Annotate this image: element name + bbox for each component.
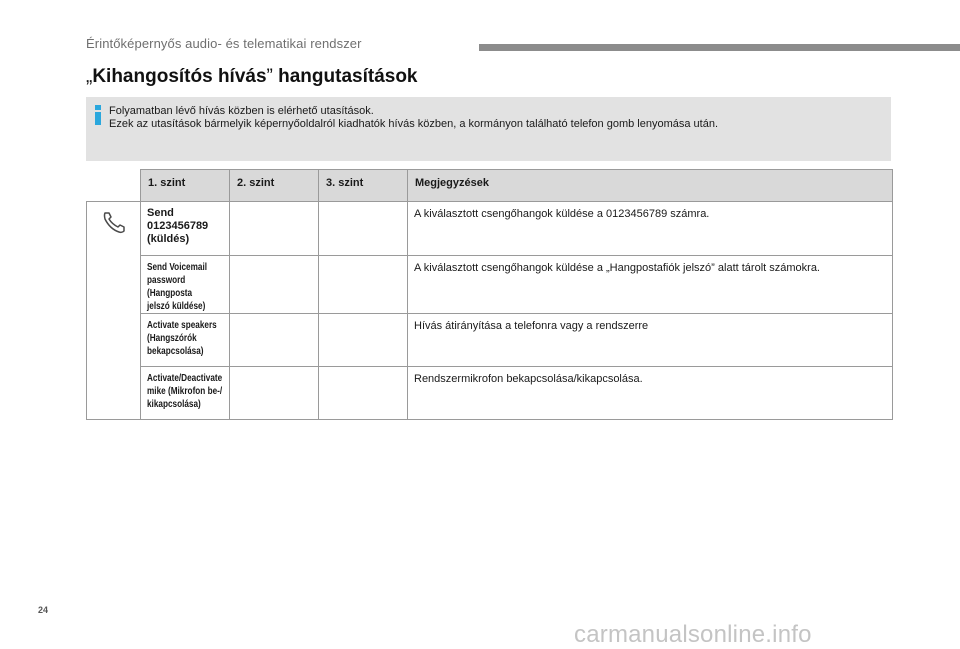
- running-header: Érintőképernyős audio- és telematikai rendszer: [86, 36, 362, 51]
- title-open-quote: „: [86, 66, 93, 87]
- note-cell: [408, 314, 893, 367]
- note-text: A kiválasztott csengőhangok küldése a 0123456789 számra.: [414, 208, 710, 220]
- header-level-1: 1. szint: [141, 170, 230, 202]
- table-row: [87, 256, 893, 314]
- info-text: [109, 105, 881, 131]
- note-text: Hívás átirányítása a telefonra vagy a rendszerre: [414, 320, 649, 332]
- level1-cell: [141, 314, 230, 367]
- note-cell: [408, 367, 893, 420]
- info-line-1: Folyamatban lévő hívás közben is elérhető utasítások.: [109, 105, 374, 117]
- level3-cell: [319, 314, 408, 367]
- page-number: 24: [38, 605, 49, 615]
- table-row: [87, 367, 893, 420]
- info-box: [86, 97, 891, 161]
- level1-text: Send 0123456789 (küldés): [147, 207, 209, 245]
- level3-cell: [319, 367, 408, 420]
- section-title: [86, 66, 418, 88]
- level1-cell: [141, 256, 230, 314]
- header-rule: [479, 44, 960, 51]
- level2-cell: [230, 314, 319, 367]
- level3-cell: [319, 256, 408, 314]
- note-text: A kiválasztott csengőhangok küldése a „Hangpostafiók jelszó” alatt tárolt számokra.: [414, 262, 820, 274]
- header-level-2: 2. szint: [230, 170, 319, 202]
- title-main: Kihangosítós hívás: [92, 66, 267, 87]
- header-notes: Megjegyzések: [408, 170, 893, 202]
- level2-cell: [230, 367, 319, 420]
- level1-cell: [141, 202, 230, 256]
- level1-cell: [141, 367, 230, 420]
- title-rest: hangutasítások: [272, 66, 418, 87]
- watermark: carmanualsonline.info: [574, 621, 812, 648]
- phone-handset-icon: [101, 210, 127, 236]
- header-blank: [87, 170, 141, 202]
- header-level-3: 3. szint: [319, 170, 408, 202]
- row-icon-cell: [87, 202, 141, 420]
- table-header-row: [87, 170, 893, 202]
- note-cell: [408, 202, 893, 256]
- level3-cell: [319, 202, 408, 256]
- title-close-quote: ”: [266, 66, 273, 87]
- note-text: Rendszermikrofon bekapcsolása/kikapcsolása.: [414, 373, 643, 385]
- level2-cell: [230, 202, 319, 256]
- info-line-2: Ezek az utasítások bármelyik képernyőoldalról kiadhatók hívás közben, a kormányon található telefon gomb lenyomása után.: [109, 118, 719, 130]
- info-icon: [94, 105, 102, 125]
- level1-text: Activate speakers (Hangszórók bekapcsolása): [147, 320, 217, 357]
- table-row: [87, 202, 893, 256]
- level1-text: Activate/Deactivate mike (Mikrofon be-/ kikapcsolása): [147, 373, 223, 410]
- level2-cell: [230, 256, 319, 314]
- level1-text: Send Voicemail password (Hangposta jelszó küldése): [147, 262, 208, 312]
- voice-command-table: [86, 169, 893, 420]
- table-row: [87, 314, 893, 367]
- note-cell: [408, 256, 893, 314]
